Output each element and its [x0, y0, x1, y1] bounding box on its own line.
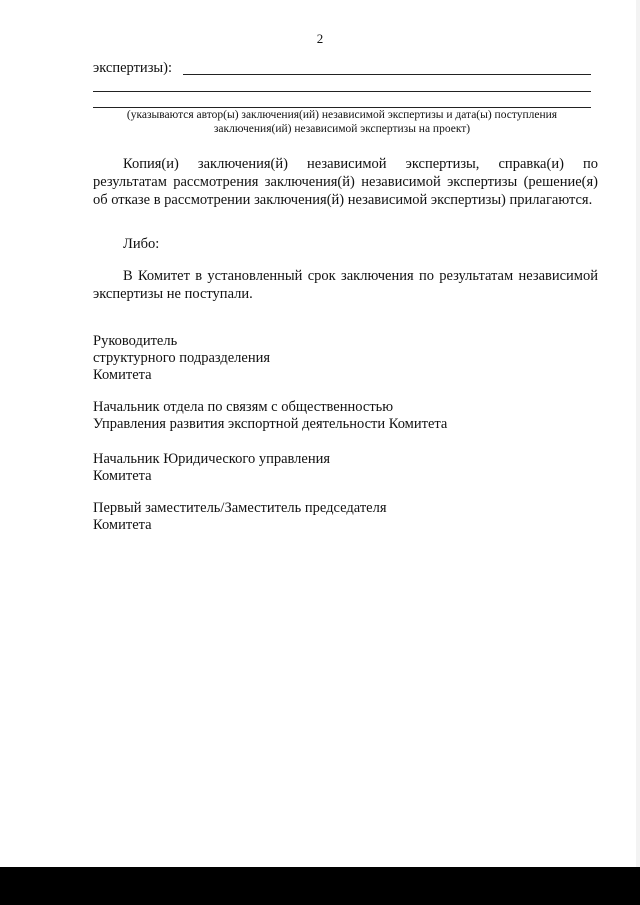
- signature-block: [93, 451, 598, 485]
- page-number: 2: [316, 31, 324, 46]
- signature-block: [93, 500, 598, 534]
- scan-edge: [636, 0, 640, 867]
- signature-line: Комитета: [93, 367, 152, 383]
- field-hint: (указываются автор(ы) заключения(ий) независимой экспертизы и дата(ы) поступления заключения(ий) независимой экспертизы на проект): [126, 109, 558, 135]
- field-label: экспертизы):: [93, 60, 173, 76]
- fill-in-line: [93, 91, 591, 92]
- signature-line: Начальник Юридического управления: [93, 451, 331, 467]
- signature-line: Комитета: [93, 468, 152, 484]
- paragraph-not-received: В Комитет в установленный срок заключения по результатам независимой экспертизы не поступали.: [93, 268, 598, 302]
- signature-line: структурного подразделения: [93, 350, 271, 366]
- expertise-field: [93, 59, 591, 79]
- signature-line: Управления развития экспортной деятельности Комитета: [93, 416, 448, 432]
- signature-line: Комитета: [93, 517, 152, 533]
- paragraph-either: Либо:: [123, 236, 160, 252]
- scan-border: [0, 867, 640, 905]
- signature-line: Начальник отдела по связям с общественностью: [93, 399, 394, 415]
- fill-in-line: [183, 74, 591, 75]
- paragraph-copies: Копия(и) заключения(й) независимой экспертизы, справка(и) по результатам рассмотрения заключения(й) независимой экспертизы (решение(я) об отказе в рассмотрении заключения(й) независимой экспертизы) прилагаются.: [93, 156, 598, 208]
- signature-line: Первый заместитель/Заместитель председателя: [93, 500, 387, 516]
- signature-line: Руководитель: [93, 333, 178, 349]
- signature-block: [93, 399, 598, 433]
- signature-block: [93, 333, 598, 384]
